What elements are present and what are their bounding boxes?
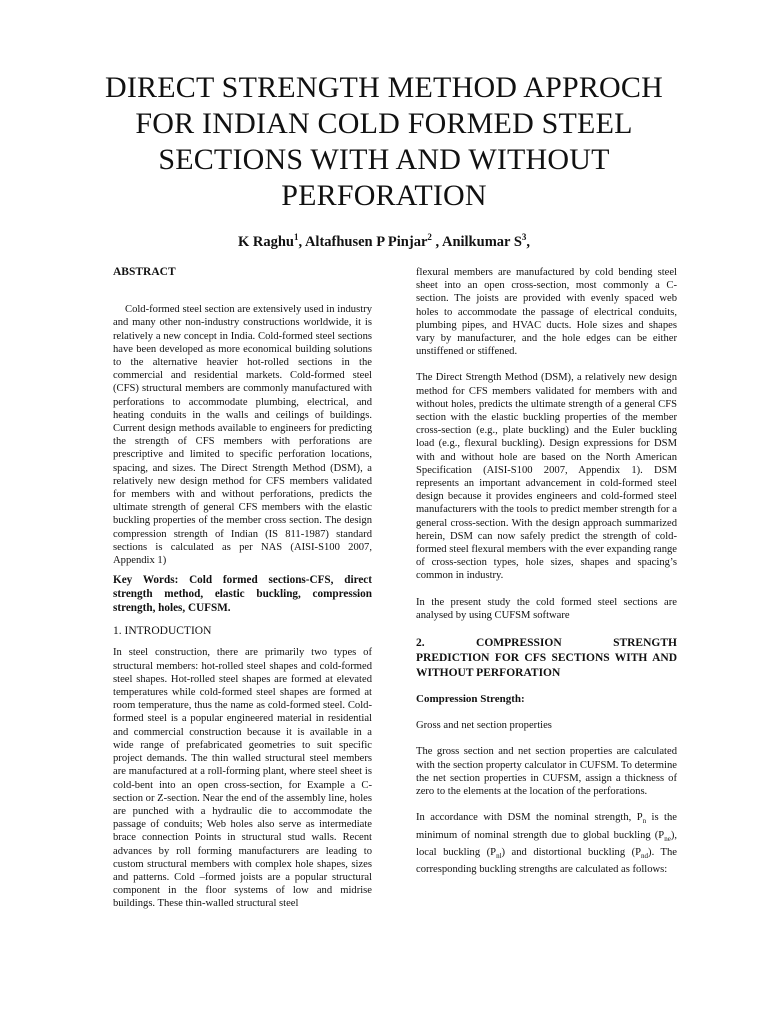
subheading-gross-net: Gross and net section properties [416,720,552,732]
compression-strength-heading: Compression Strength: [416,693,525,706]
author-list [0,232,768,251]
paper-title: DIRECT STRENGTH METHOD APPROCH FOR INDIAN COLD FORMED STEEL SECTIONS WITH AND WITHOUT PERFORATION [105,71,663,212]
keywords: Key Words: Cold formed sections-CFS, direct strength method, elastic buckling, compression strength, holes, CUFSM. [113,574,372,615]
introduction-text: In steel construction, there are primarily two types of structural members: hot-rolled steel shapes and cold-formed steel shapes. Hot-rolled steel shapes are formed at elevated temperatures while cold-formed steel shapes are formed at room temperature, thus the name as cold-formed steel. Cold-formed steel is a popular engineered material in residential and commercial construction because it is available in a wide range of prefabricated geometries to suit specific project demands. The thin walled structural steel members are manufactured at a roll-forming plant, where steel sheet is cold-bent into an open cross-section, for Example a C-section or Z-section. Near the end of the assembly line, holes are punched with a hydraulic die to accommodate the passage of conduits; Web holes also serve as intermediate brace connection Points in structural stud walls. Recent advances by roll forming manufacturers are leading to custom structural members with complex hole shapes, sizes and patterns. Cold –formed joists are a popular structural component in the floor systems of low and midrise buildings. These thin-walled structural steel [113,647,372,910]
section-2-heading [416,636,677,681]
text-run: ). The corresponding buckling strengths are calculated as follows: [416,846,677,876]
author-name: K Raghu [237,233,294,250]
affiliation-marker: 2 [427,232,432,242]
heading-continuation: PREDICTION FOR CFS SECTIONS WITH AND WITHOUT PERFORATION [416,652,677,680]
affiliation-marker: 1 [293,232,299,242]
subscript: nd [641,852,649,861]
text-run: ), local buckling (P [416,829,677,858]
paragraph: flexural members are manufactured by cold bending steel sheet into an open cross-section, most commonly a C-section. The joists are provided with evenly spaced web holes to accommodate the passage of electrical conduits, plumbing pipes, and HVAC ducts. Hole sizes and shapes vary by manufacturer, and the hole edges can be either unstiffened or stiffened. [416,267,677,358]
heading-word: COMPRESSION [476,637,562,650]
affiliation-marker: 3 [521,232,527,242]
subscript: n [642,817,647,826]
author-separator: , [526,233,531,250]
section-number: 2. [416,637,425,650]
paragraph: In the present study the cold formed steel sections are analysed by using CUFSM software [416,596,677,621]
abstract-heading: ABSTRACT [113,266,176,278]
introduction-heading: 1. INTRODUCTION [113,625,212,638]
right-column [416,266,677,876]
text-run: is the minimum of nominal strength due to global buckling (P [416,812,677,841]
paragraph: The Direct Strength Method (DSM), a relatively new design method for CFS members validated for members with and without holes, predicts the ultimate strength of a general CFS section with the elastic buckling properties of the member cross-section (e.g., plate buckling) and the Euler buckling load (e.g., flexural buckling). Design expressions for DSM with and without hole are based on the North American Specification (AISI-S100 2007, Appendix 1). DSM represents an important advancement in cold-formed steel design because it provides engineers and cold-formed steel manufacturers with the tools to predict member strength for a general cross-section. With the design approach summarized herein, DSM can now safely predict the strength of cold-formed steel flexural members with the ever expanding range of cross-section types, hole sizes, shapes and spacing’s common in industry. [416,372,677,582]
left-column [113,266,372,911]
paragraph-nominal-strength [416,811,677,876]
author-separator: , [298,233,305,250]
subscript: ne [664,834,671,843]
subscript: nl [496,852,502,861]
paragraph: The gross section and net section properties are calculated with the section property calculator in CUFSM. To determine the net section properties in CUFSM, assign a thickness of zero to the elements at the location of the perforations. [416,746,677,798]
abstract-text: Cold-formed steel section are extensively used in industry and many other non-industry constructions worldwide, it is relatively a new concept in India. Cold-formed steel sections have been developed as more economical building solutions to the alternative heavier hot-rolled sections in the commercial and residential markets. Cold-formed steel (CFS) structural members are commonly manufactured with perforations to accommodate plumbing, electrical, and heating conduits in the walls and ceilings of buildings. Current design methods available to engineers for predicting the strength of CFS members with perforations are prescriptive and limited to specific perforation locations, spacing, and sizes. The Direct Strength Method (DSM), a relatively new design method for CFS members validated for members with and without perforations, predicts the ultimate strength of general CFS members with the elastic buckling properties of the member cross section. The design compression strength of Indian (IS 811-1987) standard sections is calculated as per NAS (AISI-S100 2007, Appendix 1) [113,304,372,567]
author-separator: , [431,233,442,250]
text-run: In accordance with DSM the nominal strength, P [416,812,643,824]
heading-word: STRENGTH [613,637,677,650]
text-run: ) and distortional buckling (P [501,846,642,858]
author-name: Altafhusen P Pinjar [304,233,428,250]
author-name: Anilkumar S [441,233,522,250]
